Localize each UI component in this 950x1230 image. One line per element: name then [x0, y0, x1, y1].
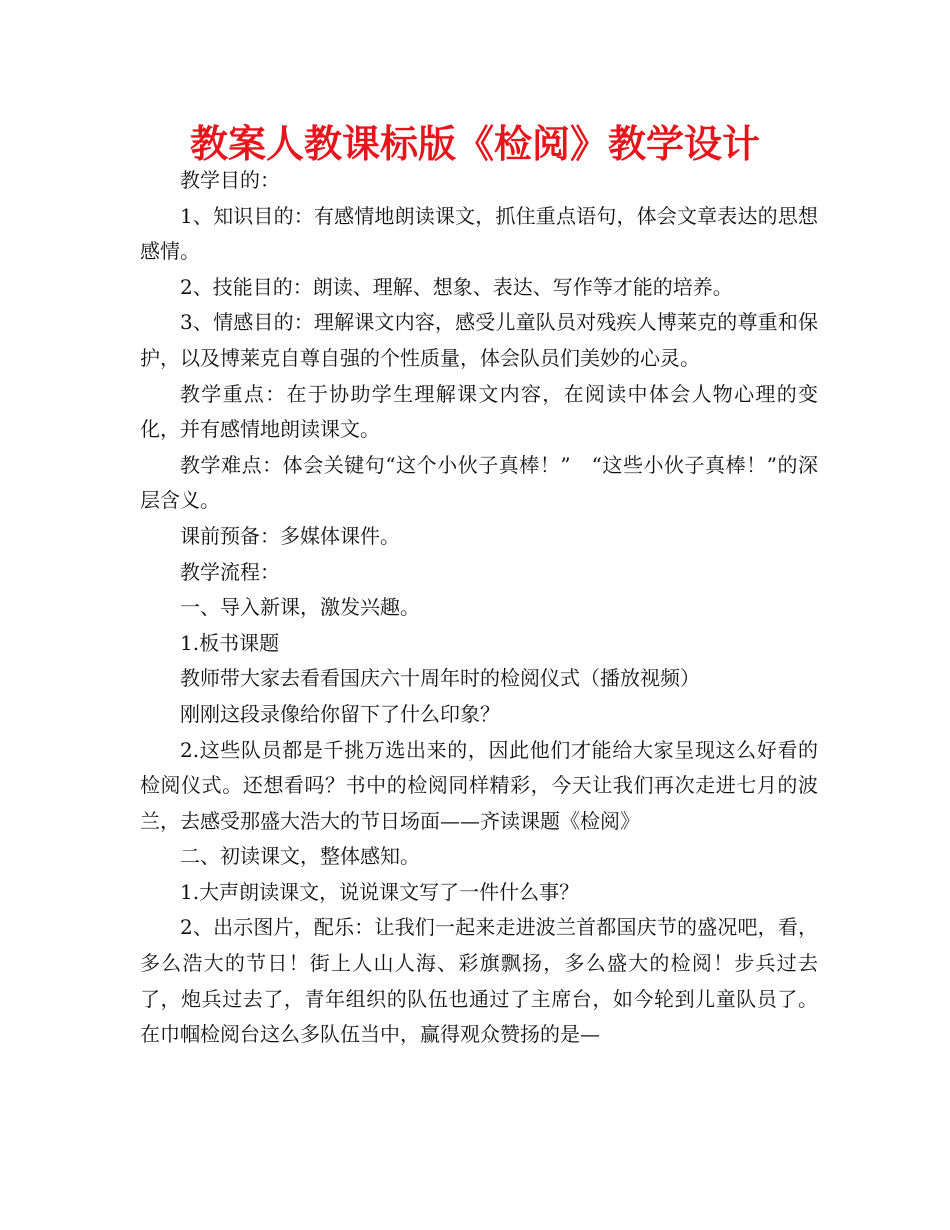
paragraph-difficulties: 教学难点：体会关键句“这个小伙子真棒！” “这些小伙子真棒！”的深层含义。 [140, 452, 818, 513]
paragraph-process-heading: 教学流程： [180, 559, 280, 584]
paragraph-step-1: 1.板书课题 [180, 630, 280, 655]
paragraph-show-pictures: 2、出示图片，配乐：让我们一起来走进波兰首都国庆节的盛况吧，看，多么浩大的节日！街上人山人海、彩旗飘扬，多么盛大的检阅！步兵过去了，炮兵过去了，青年组织的队伍也通过了主席台，如今轮到儿童队员了。在巾帼检阅台这么多队伍当中，赢得观众赞扬的是— [140, 915, 818, 1047]
paragraph-step-2: 2.这些队员都是千挑万选出来的，因此他们才能给大家呈现这么好看的检阅仪式。还想看吗？书中的检阅同样精彩，今天让我们再次走进七月的波兰，去感受那盛大浩大的节日场面——齐读课题《检阅》 [140, 737, 818, 833]
paragraph-read-aloud: 1.大声朗读课文，说说课文写了一件什么事？ [180, 879, 580, 904]
paragraph-preparation: 课前预备：多媒体课件。 [180, 523, 400, 548]
paragraph-objectives-heading: 教学目的： [180, 168, 280, 192]
document-body [140, 163, 818, 1053]
paragraph-impression-question: 刚刚这段录像给你留下了什么印象？ [180, 701, 500, 726]
paragraph-knowledge-objective: 1、知识目的：有感情地朗读课文，抓住重点语句，体会文章表达的思想感情。 [140, 203, 818, 264]
paragraph-emotion-objective: 3、情感目的：理解课文内容，感受儿童队员对残疾人博莱克的尊重和保护，以及博莱克自尊自强的个性质量，体会队员们美妙的心灵。 [140, 310, 818, 370]
document-title: 教案人教课标版《检阅》教学设计 [189, 122, 760, 166]
paragraph-section-two: 二、初读课文，整体感知。 [180, 844, 420, 869]
paragraph-video: 教师带大家去看看国庆六十周年时的检阅仪式（播放视频） [180, 666, 700, 691]
paragraph-skill-objective: 2、技能目的：朗读、理解、想象、表达、写作等才能的培养。 [180, 274, 733, 299]
paragraph-key-points: 教学重点：在于协助学生理解课文内容，在阅读中体会人物心理的变化，并有感情地朗读课文。 [140, 381, 818, 442]
paragraph-section-one: 一、导入新课，激发兴趣。 [180, 595, 420, 620]
